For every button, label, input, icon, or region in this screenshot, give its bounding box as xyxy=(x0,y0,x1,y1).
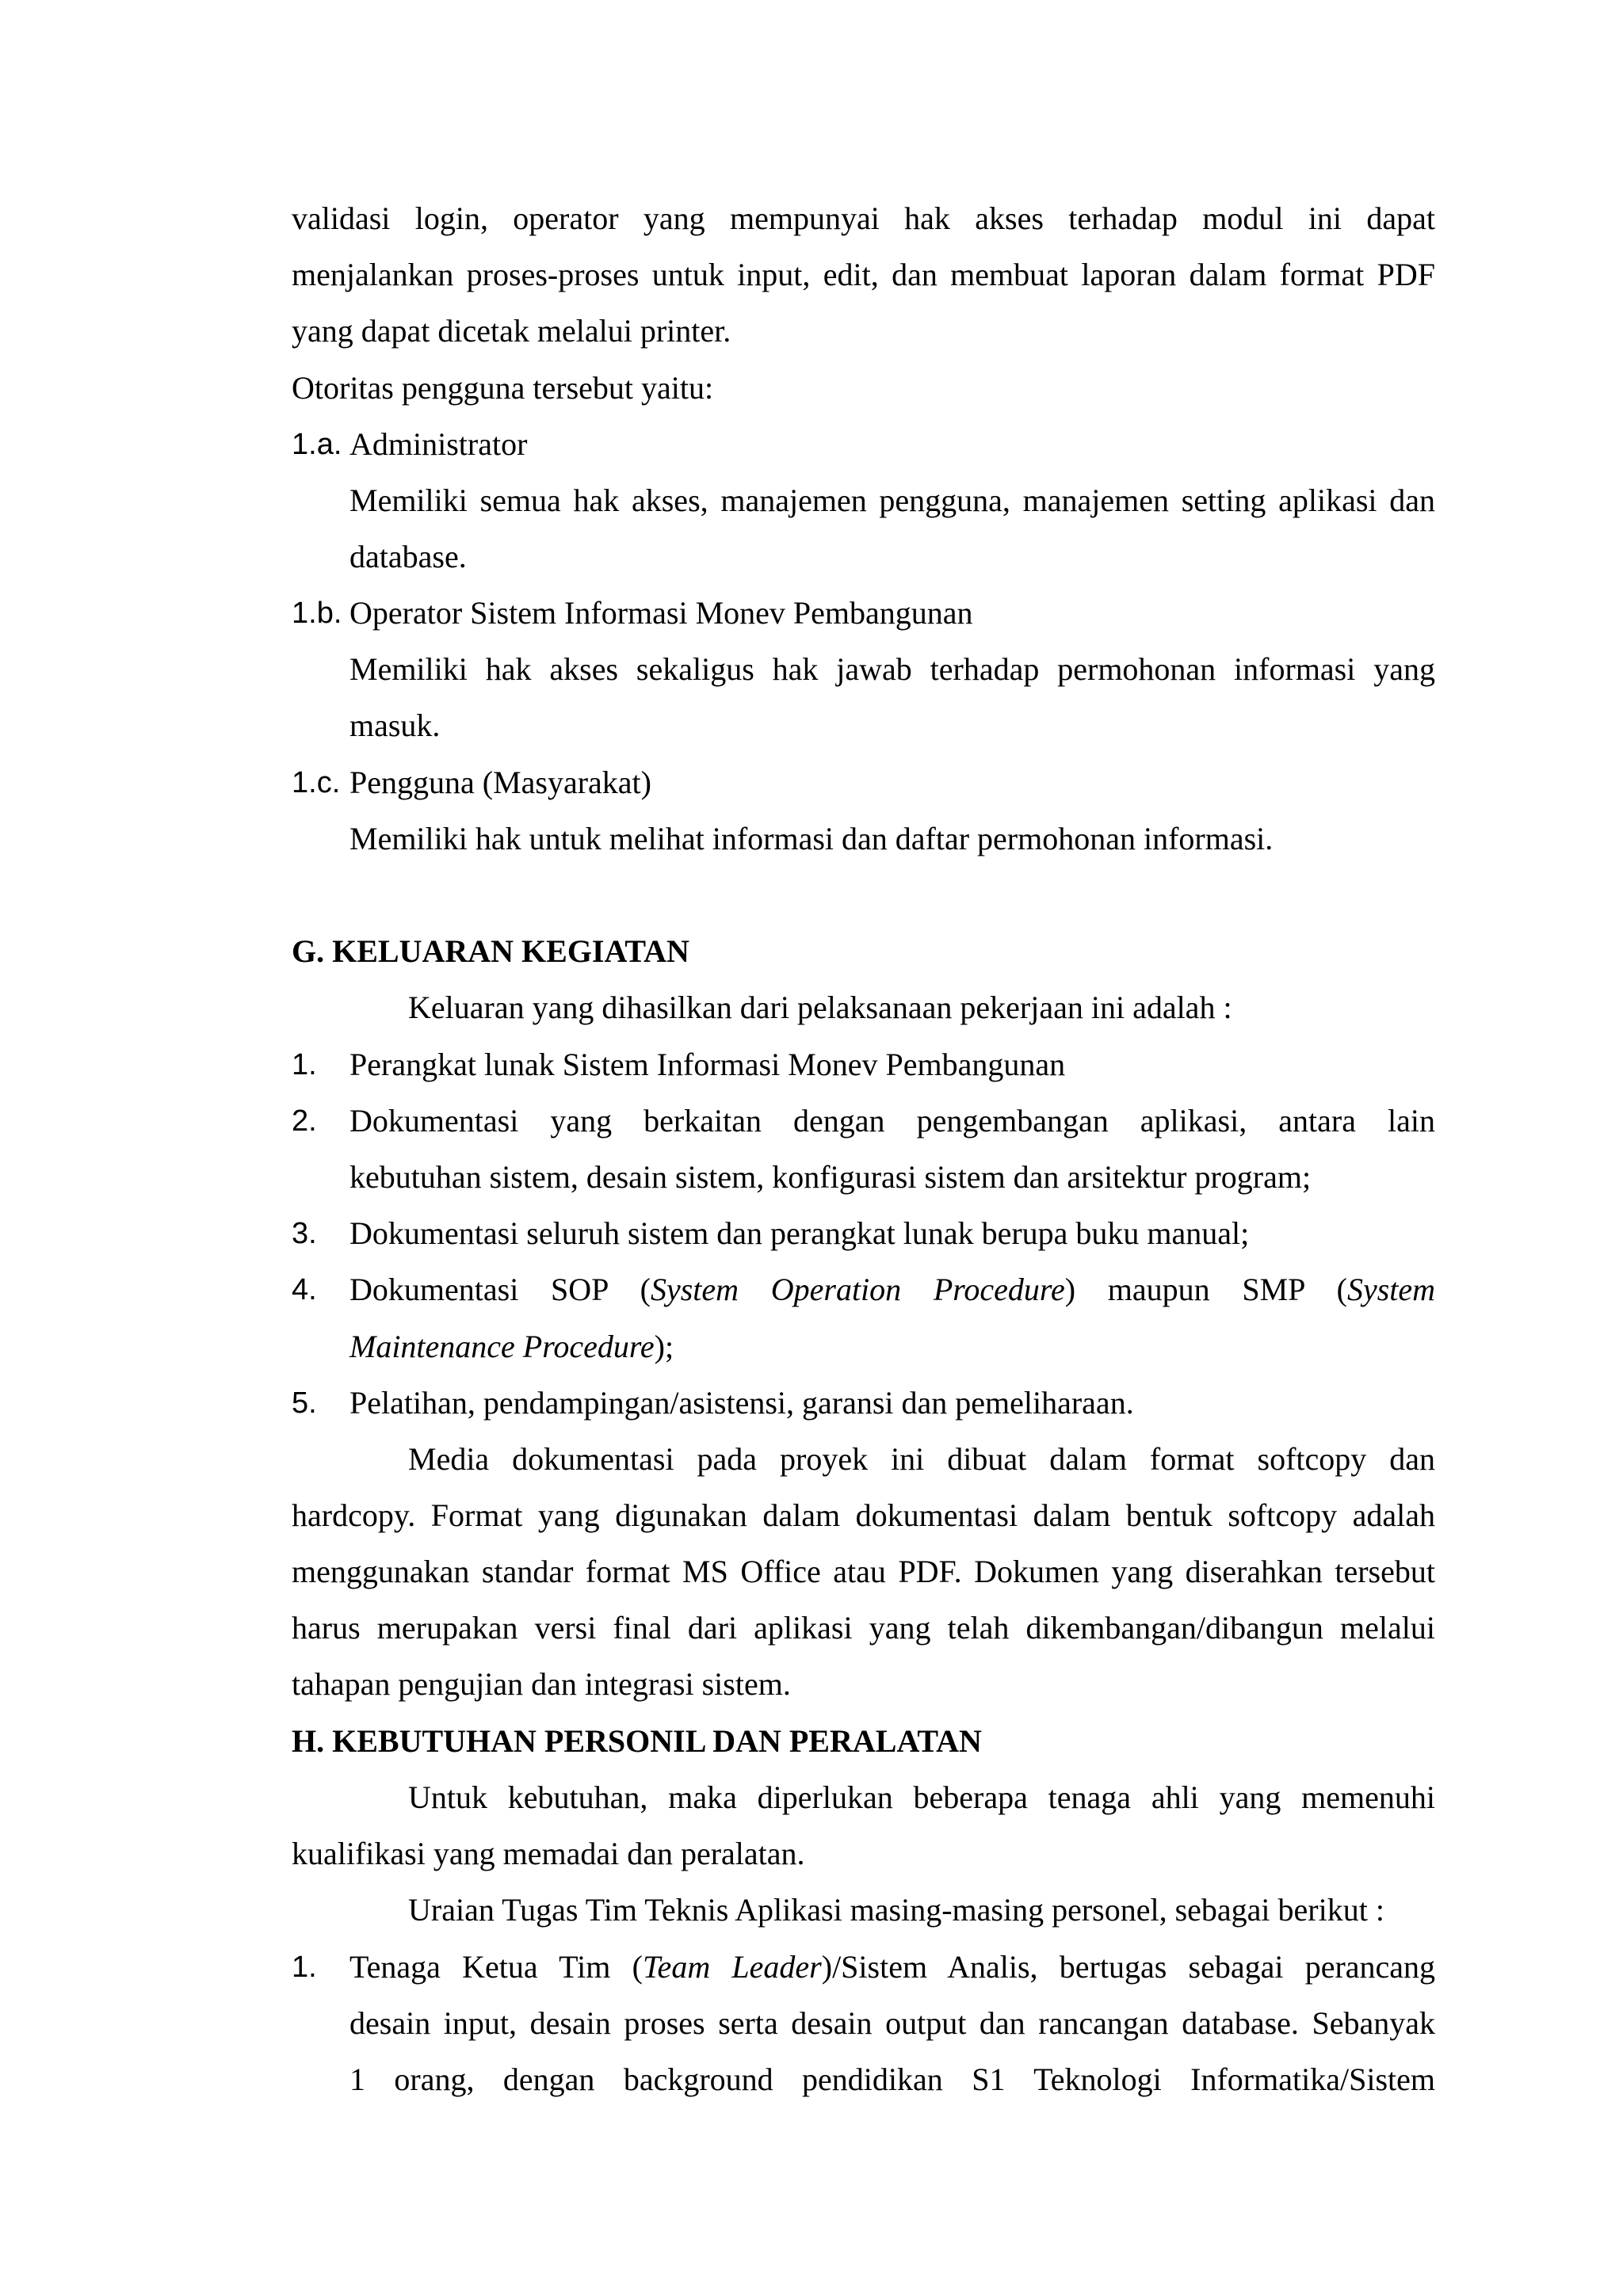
paragraph-text: menggunakan standar format MS Office atau PDF. Dokumen yang diserahkan tersebut xyxy=(292,1554,1435,1589)
list-number: 3. xyxy=(292,1217,317,1250)
role-description: Memiliki hak untuk melihat informasi dan daftar permohonan informasi. xyxy=(349,821,1274,856)
paragraph-text: Keluaran yang dihasilkan dari pelaksanaan pekerjaan ini adalah : xyxy=(408,990,1232,1025)
section-heading: G. KELUARAN KEGIATAN xyxy=(292,933,689,969)
list-item: Dokumentasi SOP (System Operation Procedure) maupun SMP (System xyxy=(349,1272,1436,1307)
paragraph-text: Media dokumentasi pada proyek ini dibuat dalam format softcopy dan xyxy=(408,1441,1435,1477)
role-description: Memiliki semua hak akses, manajemen pengguna, manajemen setting aplikasi dan xyxy=(349,482,1435,518)
list-number: 1. xyxy=(292,1951,317,1984)
paragraph-text: kualifikasi yang memadai dan peralatan. xyxy=(292,1836,805,1871)
role-title: Administrator xyxy=(349,426,528,462)
list-number: 1. xyxy=(292,1048,317,1081)
section-heading: H. KEBUTUHAN PERSONIL DAN PERALATAN xyxy=(292,1723,982,1759)
intro-line-2: menjalankan proses-proses untuk input, edit, dan membuat laporan dalam format PDF xyxy=(292,257,1435,292)
list-item: Maintenance Procedure); xyxy=(349,1329,674,1364)
list-item: Dokumentasi seluruh sistem dan perangkat lunak berupa buku manual; xyxy=(349,1215,1250,1251)
paragraph-text: harus merupakan versi final dari aplikasi yang telah dikembangan/dibangun melalui xyxy=(292,1610,1435,1646)
list-item: Perangkat lunak Sistem Informasi Monev Pembangunan xyxy=(349,1047,1066,1082)
list-number: 4. xyxy=(292,1273,317,1306)
paragraph-text: hardcopy. Format yang digunakan dalam dokumentasi dalam bentuk softcopy adalah xyxy=(292,1497,1435,1533)
list-item: 1 orang, dengan background pendidikan S1 Teknologi Informatika/Sistem xyxy=(349,2061,1435,2097)
role-description: Memiliki hak akses sekaligus hak jawab terhadap permohonan informasi yang xyxy=(349,651,1435,687)
role-title: Pengguna (Masyarakat) xyxy=(349,765,651,800)
list-item: kebutuhan sistem, desain sistem, konfigurasi sistem dan arsitektur program; xyxy=(349,1159,1312,1195)
intro-line-4: Otoritas pengguna tersebut yaitu: xyxy=(292,370,714,406)
intro-line-3: yang dapat dicetak melalui printer. xyxy=(292,313,731,349)
list-item: Tenaga Ketua Tim (Team Leader)/Sistem Analis, bertugas sebagai perancang xyxy=(349,1949,1436,1985)
role-number: 1.b. xyxy=(292,597,342,630)
list-item: Dokumentasi yang berkaitan dengan pengembangan aplikasi, antara lain xyxy=(349,1103,1435,1138)
paragraph-text: Untuk kebutuhan, maka diperlukan beberapa tenaga ahli yang memenuhi xyxy=(408,1779,1435,1815)
list-number: 5. xyxy=(292,1386,317,1420)
role-number: 1.a. xyxy=(292,428,342,461)
paragraph-text: Uraian Tugas Tim Teknis Aplikasi masing-masing personel, sebagai berikut : xyxy=(408,1892,1384,1928)
list-number: 2. xyxy=(292,1104,317,1138)
role-description: database. xyxy=(349,539,467,574)
role-title: Operator Sistem Informasi Monev Pembangunan xyxy=(349,595,973,631)
list-item: desain input, desain proses serta desain output dan rancangan database. Sebanyak xyxy=(349,2005,1435,2041)
intro-line-1: validasi login, operator yang mempunyai hak akses terhadap modul ini dapat xyxy=(292,200,1435,236)
role-number: 1.c. xyxy=(292,766,341,799)
list-item: Pelatihan, pendampingan/asistensi, garansi dan pemeliharaan. xyxy=(349,1385,1134,1421)
role-description: masuk. xyxy=(349,707,441,743)
paragraph-text: tahapan pengujian dan integrasi sistem. xyxy=(292,1666,791,1702)
